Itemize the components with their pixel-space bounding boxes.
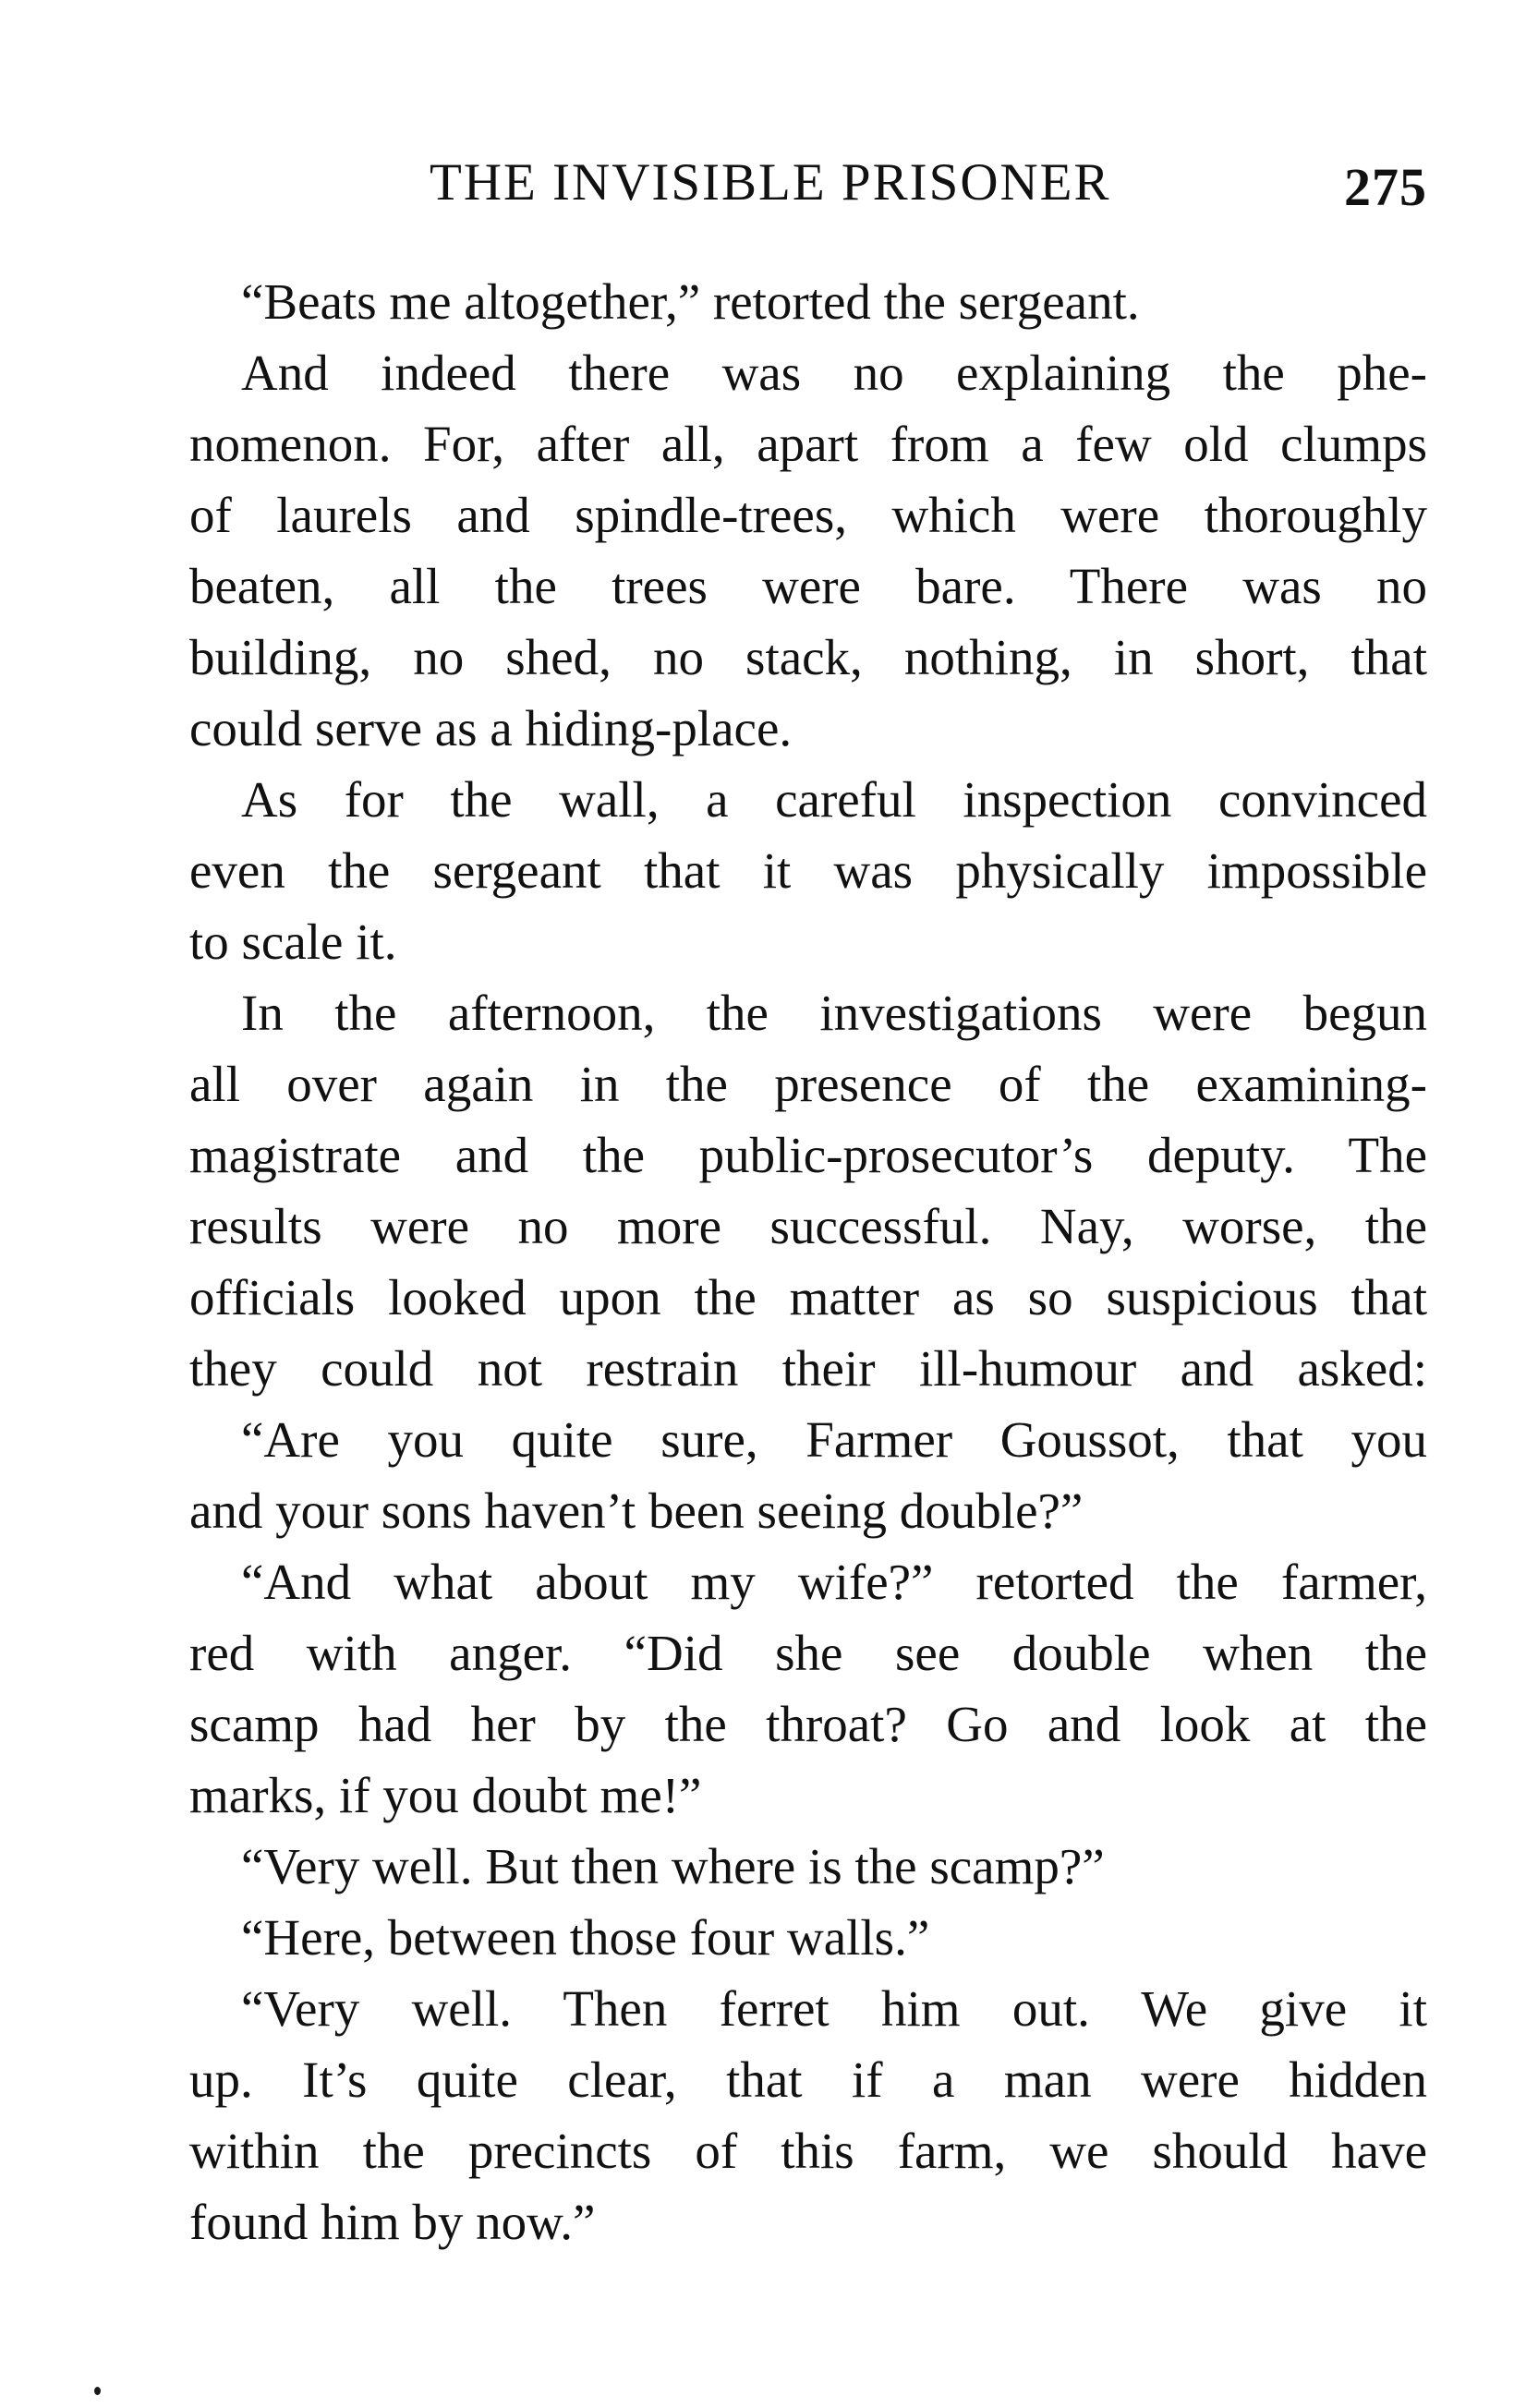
running-title: THE INVISIBLE PRISONER: [430, 153, 1111, 212]
text-line: of laurels and spindle-trees, which were thoroughly: [189, 487, 1427, 543]
text-line: “Very well. Then ferret him out. We give it: [241, 1980, 1427, 2037]
text-line: to scale it.: [189, 914, 397, 970]
text-line: officials looked upon the matter as so suspicious that: [189, 1269, 1427, 1325]
text-line: all over again in the presence of the examining-: [189, 1056, 1427, 1112]
text-line: results were no more successful. Nay, worse, the: [189, 1198, 1427, 1254]
text-line: even the sergeant that it was physically impossible: [189, 842, 1427, 899]
text-line: In the afternoon, the investigations were begun: [241, 985, 1427, 1041]
text-line: within the precincts of this farm, we should have: [189, 2123, 1427, 2179]
text-line: scamp had her by the throat? Go and look at the: [189, 1696, 1427, 1752]
text-line: “Very well. But then where is the scamp?”: [241, 1838, 1105, 1894]
text-line: and your sons haven’t been seeing double?”: [189, 1482, 1084, 1539]
text-line: they could not restrain their ill-humour and asked:: [189, 1340, 1427, 1397]
text-line: found him by now.”: [189, 2194, 596, 2250]
text-line: “And what about my wife?” retorted the farmer,: [241, 1554, 1427, 1610]
text-line: As for the wall, a careful inspection convinced: [241, 771, 1427, 828]
text-line: magistrate and the public-prosecutor’s deputy. The: [189, 1127, 1427, 1183]
page-number: 275: [1344, 157, 1427, 217]
text-line: up. It’s quite clear, that if a man were hidden: [189, 2051, 1427, 2108]
text-line: And indeed there was no explaining the phe-: [241, 345, 1427, 401]
body-text: [189, 266, 1427, 2257]
text-line: nomenon. For, after all, apart from a few old clumps: [189, 416, 1427, 472]
ink-speck: [94, 2387, 101, 2395]
text-line: marks, if you doubt me!”: [189, 1767, 702, 1823]
text-line: “Are you quite sure, Farmer Goussot, that you: [241, 1411, 1427, 1468]
text-line: “Here, between those four walls.”: [241, 1909, 930, 1966]
text-line: “Beats me altogether,” retorted the sergeant.: [241, 273, 1140, 330]
text-line: red with anger. “Did she see double when the: [189, 1625, 1427, 1681]
running-head: [189, 152, 1427, 226]
text-line: could serve as a hiding-place.: [189, 700, 793, 756]
text-line: building, no shed, no stack, nothing, in short, that: [189, 629, 1427, 685]
text-line: beaten, all the trees were bare. There was no: [189, 558, 1427, 614]
